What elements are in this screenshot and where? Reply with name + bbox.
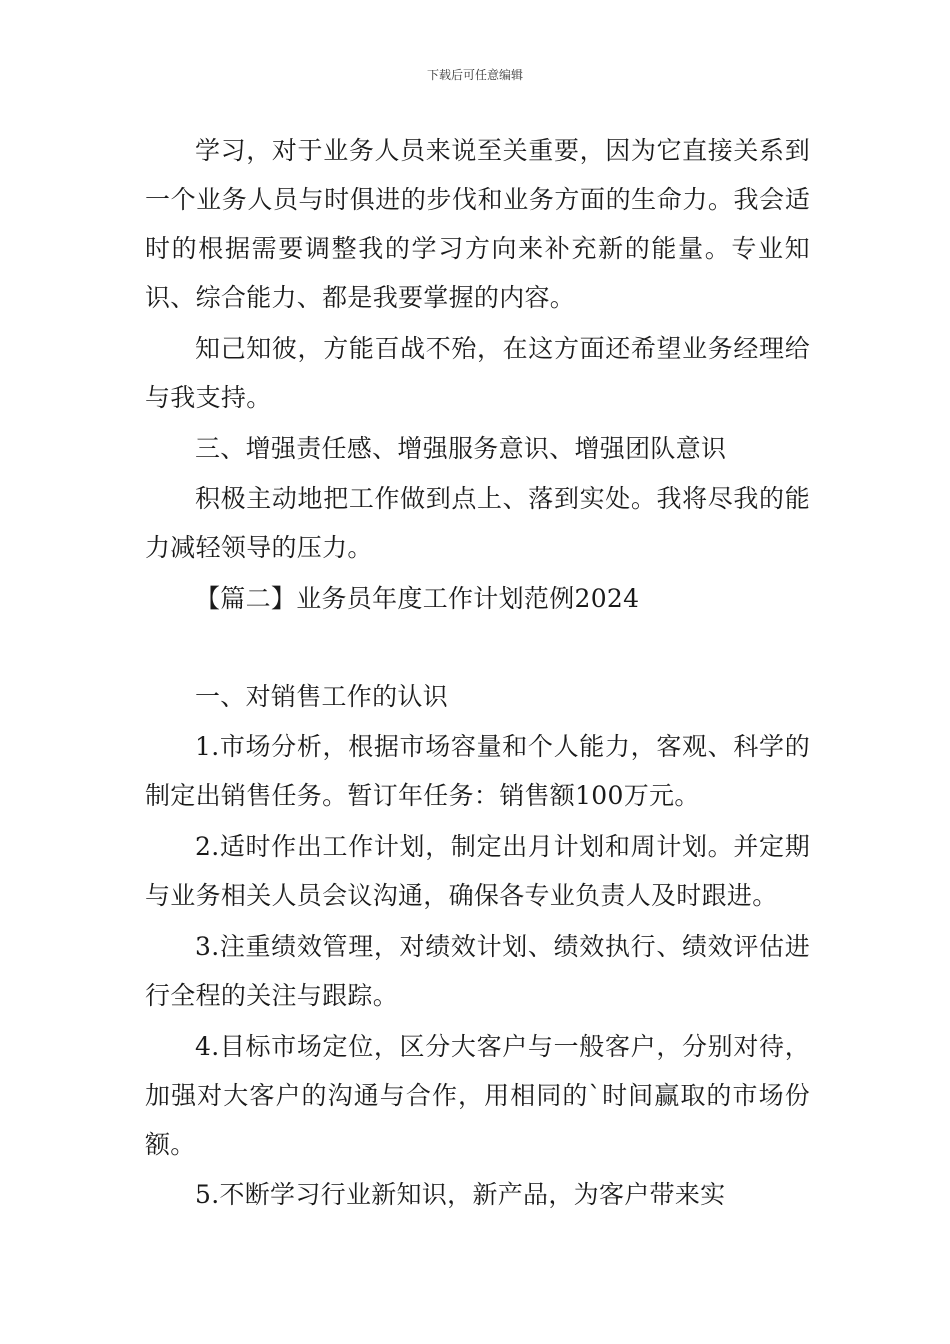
chapter-title-part-two: 【篇二】业务员年度工作计划范例2024 xyxy=(195,584,640,613)
section-heading-sales-understanding: 一、对销售工作的认识 xyxy=(195,682,449,711)
list-item-continuous-learning: 5.不断学习行业新知识，新产品，为客户带来实 xyxy=(195,1180,726,1209)
list-item-market-positioning: 4.目标市场定位，区分大客户与一般客户，分别对待，加强对大客户的沟通与合作，用相同的`时间赢取的市场份额。 xyxy=(145,1032,810,1159)
paragraph-know-yourself: 知己知彼，方能百战不殆，在这方面还希望业务经理给与我支持。 xyxy=(145,334,810,412)
page-header-note: 下载后可任意编辑 xyxy=(426,68,523,82)
list-item-market-analysis: 1.市场分析，根据市场容量和个人能力，客观、科学的制定出销售任务。暂订年任务：销售额100万元。 xyxy=(145,732,810,810)
paragraph-learning: 学习，对于业务人员来说至关重要，因为它直接关系到一个业务人员与时俱进的步伐和业务方面的生命力。我会适时的根据需要调整我的学习方向来补充新的能量。专业知识、综合能力、都是我要掌握的内容。 xyxy=(145,136,810,312)
list-item-work-plan: 2.适时作出工作计划，制定出月计划和周计划。并定期与业务相关人员会议沟通，确保各专业负责人及时跟进。 xyxy=(145,832,810,910)
section-heading-responsibility: 三、增强责任感、增强服务意识、增强团队意识 xyxy=(195,434,727,463)
paragraph-proactive: 积极主动地把工作做到点上、落到实处。我将尽我的能力减轻领导的压力。 xyxy=(145,484,810,562)
list-item-performance-management: 3.注重绩效管理，对绩效计划、绩效执行、绩效评估进行全程的关注与跟踪。 xyxy=(145,932,810,1010)
